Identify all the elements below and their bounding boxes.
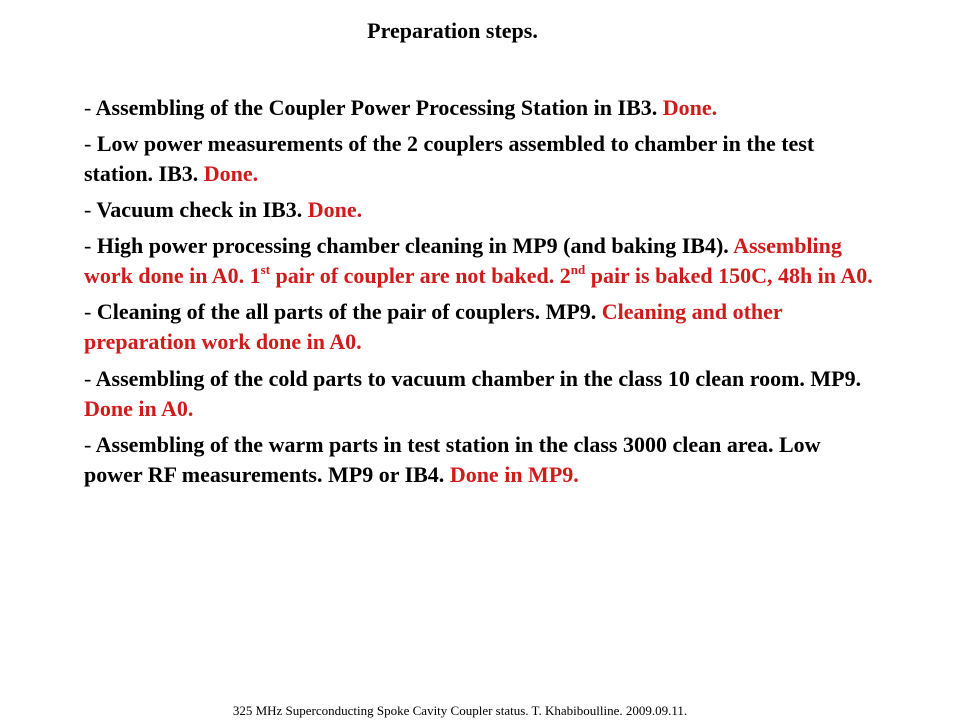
item-text: Assembling of the Coupler Power Processing Station in IB3.	[91, 95, 663, 120]
bullet-dash: -	[84, 197, 92, 222]
slide-title: Preparation steps.	[367, 18, 538, 43]
item-status-part: pair is baked 150C, 48h in A0.	[585, 263, 873, 288]
list-item	[84, 231, 884, 291]
item-status: Done in MP9.	[449, 462, 579, 487]
item-status-part: Assembling work done in A0. 1	[84, 233, 842, 288]
list-item	[84, 93, 884, 123]
superscript-nd: nd	[570, 262, 586, 277]
bullet-dash: -	[84, 366, 92, 391]
list-item	[84, 430, 884, 490]
superscript-st: st	[260, 262, 271, 277]
list-item	[84, 195, 884, 225]
item-text: Vacuum check in IB3.	[91, 197, 308, 222]
preparation-steps-list	[84, 93, 884, 496]
item-status: Done.	[307, 197, 363, 222]
item-status: Done in A0.	[84, 396, 194, 421]
list-item	[84, 297, 884, 357]
item-text: Cleaning of the all parts of the pair of couplers. MP9.	[91, 299, 602, 324]
bullet-dash: -	[84, 299, 92, 324]
item-text: Assembling of the cold parts to vacuum chamber in the class 10 clean room. MP9.	[91, 366, 862, 391]
bullet-dash: -	[84, 233, 92, 258]
item-status-part: pair of coupler are not baked. 2	[270, 263, 571, 288]
bullet-dash: -	[84, 131, 92, 156]
bullet-dash: -	[84, 432, 92, 457]
item-status: Done.	[203, 161, 259, 186]
item-status: Cleaning and other preparation work done in A0.	[84, 299, 783, 354]
item-status: Done.	[662, 95, 718, 120]
slide-footer: 325 MHz Superconducting Spoke Cavity Coupler status. T. Khabiboulline. 2009.09.11.	[232, 703, 688, 718]
bullet-dash: -	[84, 95, 92, 120]
item-text: High power processing chamber cleaning in MP9 (and baking IB4).	[91, 233, 729, 258]
item-text: Assembling of the warm parts in test station in the class 3000 clean area. Low power RF measurements. MP9 or IB4.	[84, 432, 821, 487]
list-item	[84, 364, 884, 424]
item-text: Low power measurements of the 2 couplers assembled to chamber in the test station. IB3.	[84, 131, 815, 186]
list-item	[84, 129, 884, 189]
